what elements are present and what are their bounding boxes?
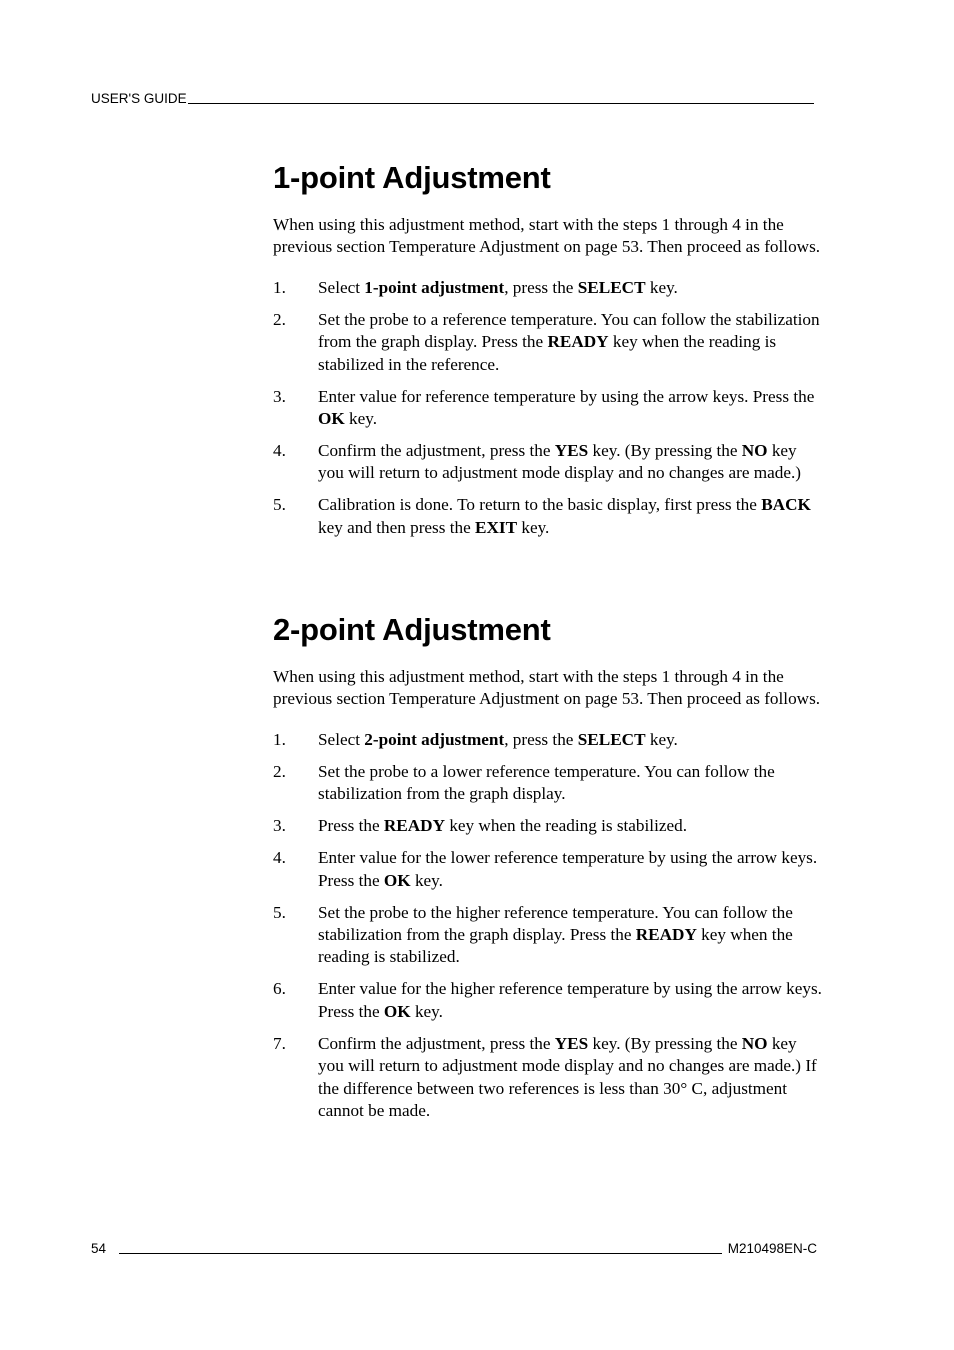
step-number: 4. bbox=[273, 441, 286, 461]
page-footer bbox=[91, 1241, 817, 1257]
step-text: Confirm the adjustment, press the bbox=[318, 1033, 555, 1053]
step-keyword: READY bbox=[547, 332, 609, 352]
section-intro: When using this adjustment method, start with the steps 1 through 4 in the previous section Temperature Adjustment on page 53. Then proceed as follows. bbox=[273, 667, 821, 709]
step-text: , press the bbox=[504, 277, 578, 297]
step-text: Enter value for the lower reference temperature by using the arrow keys. Press the bbox=[318, 848, 818, 890]
step-text: Set the probe to a lower reference temperature. You can follow the stabilization from the graph display. bbox=[318, 761, 775, 804]
step-keyword: OK bbox=[318, 409, 345, 429]
page-number: 54 bbox=[91, 1241, 107, 1256]
step-keyword: YES bbox=[554, 441, 589, 461]
step-item bbox=[273, 309, 823, 376]
step-keyword: BACK bbox=[761, 495, 811, 515]
step-number: 4. bbox=[273, 848, 286, 868]
step-keyword: READY bbox=[383, 816, 446, 836]
step-text: key. bbox=[410, 1001, 443, 1021]
step-text: key you will return to adjustment mode display and no changes are made.) bbox=[318, 441, 802, 483]
step-keyword: NO bbox=[741, 441, 768, 461]
step-text: Set the probe to a reference temperature. You can follow the stabilization from the graph display. Press the bbox=[318, 309, 820, 352]
step-item bbox=[273, 847, 823, 892]
step-text: Enter value for reference temperature by using the arrow keys. Press the bbox=[318, 386, 815, 406]
step-text: key. (By pressing the bbox=[588, 441, 742, 461]
step-keyword: 1-point adjustment bbox=[364, 277, 505, 297]
step-keyword: SELECT bbox=[577, 277, 646, 297]
step-text: key. bbox=[645, 729, 678, 749]
step-text: key and then press the bbox=[318, 517, 476, 537]
step-number: 7. bbox=[273, 1033, 286, 1053]
page-header bbox=[91, 91, 814, 107]
step-text: key. bbox=[344, 409, 378, 429]
step-keyword: YES bbox=[554, 1033, 589, 1053]
steps-list bbox=[273, 729, 823, 1123]
steps-list bbox=[273, 277, 823, 539]
step-keyword: OK bbox=[383, 1001, 411, 1021]
step-keyword: READY bbox=[635, 925, 697, 945]
step-text: key when the reading is stabilized. bbox=[445, 816, 688, 836]
step-item bbox=[273, 761, 823, 806]
section-title: 1-point Adjustment bbox=[273, 160, 551, 195]
step-keyword: 2-point adjustment bbox=[364, 729, 505, 749]
step-text: Select bbox=[318, 729, 365, 749]
step-number: 3. bbox=[273, 816, 286, 836]
step-keyword: EXIT bbox=[475, 517, 518, 537]
step-keyword: NO bbox=[741, 1033, 768, 1053]
step-keyword: SELECT bbox=[577, 729, 646, 749]
step-text: key. bbox=[645, 277, 678, 297]
step-text: Press the bbox=[318, 816, 384, 836]
step-item bbox=[273, 978, 823, 1023]
step-text: Set the probe to the higher reference temperature. You can follow the stabilization from the graph display. Press the bbox=[318, 902, 793, 945]
section-2-point-adjustment bbox=[273, 610, 823, 1132]
step-text: Enter value for the higher reference temperature by using the arrow keys. Press the bbox=[318, 979, 822, 1021]
section-intro: When using this adjustment method, start with the steps 1 through 4 in the previous section Temperature Adjustment on page 53. Then proceed as follows. bbox=[273, 215, 821, 257]
step-keyword: OK bbox=[383, 870, 411, 890]
header-label: USER'S GUIDE bbox=[91, 91, 187, 106]
step-text: key. bbox=[517, 517, 550, 537]
section-1-point-adjustment bbox=[273, 158, 823, 549]
step-number: 1. bbox=[273, 277, 286, 297]
step-text: Confirm the adjustment, press the bbox=[318, 441, 555, 461]
step-number: 1. bbox=[273, 729, 286, 749]
step-item bbox=[273, 494, 823, 539]
footer-rule bbox=[119, 1252, 722, 1254]
step-text: key when the reading is stabilized in the reference. bbox=[318, 332, 777, 374]
step-text: key. (By pressing the bbox=[588, 1033, 742, 1053]
step-item bbox=[273, 729, 823, 751]
step-text: Select bbox=[318, 277, 365, 297]
step-item bbox=[273, 815, 823, 837]
step-item bbox=[273, 1033, 823, 1123]
step-number: 2. bbox=[273, 761, 286, 781]
section-title: 2-point Adjustment bbox=[273, 612, 551, 647]
step-number: 2. bbox=[273, 309, 286, 329]
step-text: key when the reading is stabilized. bbox=[318, 925, 793, 967]
header-rule bbox=[188, 102, 814, 104]
step-item bbox=[273, 386, 823, 431]
step-item bbox=[273, 902, 823, 969]
step-text: key you will return to adjustment mode display and no changes are made.) If the difference between two references is less than 30° C, adjustment cannot be made. bbox=[318, 1033, 817, 1121]
step-item bbox=[273, 440, 823, 485]
step-number: 3. bbox=[273, 386, 286, 406]
document-code: M210498EN-C bbox=[727, 1241, 817, 1256]
step-number: 6. bbox=[273, 979, 286, 999]
step-item bbox=[273, 277, 823, 299]
step-text: , press the bbox=[504, 729, 578, 749]
step-number: 5. bbox=[273, 902, 286, 922]
step-text: key. bbox=[410, 870, 443, 890]
step-number: 5. bbox=[273, 495, 286, 515]
step-text: Calibration is done. To return to the basic display, first press the bbox=[318, 495, 762, 515]
